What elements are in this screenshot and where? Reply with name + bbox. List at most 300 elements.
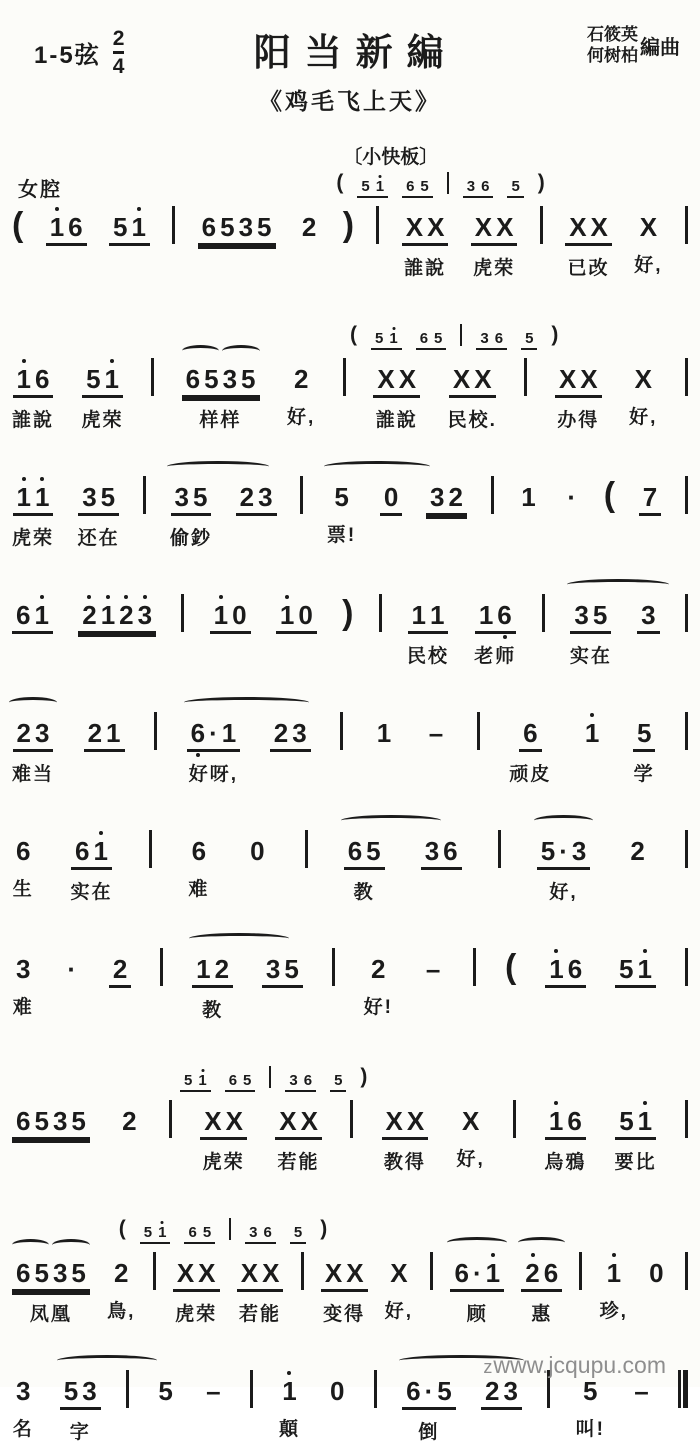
note-row: [402, 172, 433, 198]
note-group: [84, 712, 125, 752]
note-char: 0: [383, 482, 399, 512]
lyric-text: 教: [353, 882, 375, 903]
note-char: 3: [258, 482, 273, 512]
note-char: 5: [112, 212, 128, 242]
note-group: [537, 830, 591, 904]
note-char: 3: [82, 482, 97, 512]
note-row: [180, 1066, 211, 1092]
barline: [685, 712, 688, 750]
lyric-text: 好,: [629, 407, 658, 428]
note-row: [326, 1370, 348, 1407]
slur-arc: [12, 1239, 49, 1251]
parenthesis: (: [118, 1217, 126, 1240]
note-char: X: [385, 1106, 403, 1136]
barline: [343, 358, 346, 396]
octave-dot-above: [531, 1253, 535, 1257]
note-row: [84, 712, 125, 752]
note-group: [509, 712, 551, 786]
lyric-text: 名: [12, 1419, 34, 1440]
note-char: 1: [429, 600, 445, 630]
note-row: [422, 948, 444, 985]
measure-row: [10, 358, 690, 432]
note-row: [507, 172, 523, 198]
note-group: [570, 594, 612, 668]
cue-note-group: [476, 324, 507, 350]
octave-dot-above: [55, 207, 59, 211]
note-row: [449, 358, 496, 398]
note-char: ·: [424, 1376, 434, 1406]
key-and-meter: [34, 28, 124, 77]
note-char: 2: [273, 718, 289, 748]
note-char: 6: [347, 836, 363, 866]
slur-arcs: [12, 1239, 90, 1251]
cue-note-group: [357, 172, 388, 198]
lyric-text: 办得: [557, 410, 600, 431]
note-row: [290, 1218, 306, 1244]
lyric-text: 叫!: [575, 1419, 605, 1440]
note-char: 1: [103, 366, 121, 392]
barline: [350, 1100, 353, 1138]
note-char: 3: [503, 1376, 518, 1406]
note-row: [82, 358, 123, 398]
note-char: 0: [232, 600, 247, 630]
note-group: [456, 1100, 484, 1171]
note-char: 1: [15, 484, 33, 510]
note-char: 5: [184, 1072, 193, 1089]
note-char: 3: [641, 600, 656, 630]
note-row: [262, 948, 303, 988]
note-row: [581, 712, 603, 749]
score-body: [8, 142, 692, 1444]
note-group: [210, 594, 251, 634]
note-char: –: [634, 1376, 649, 1406]
time-signature-top: 2: [112, 27, 125, 50]
note-char: 3: [35, 718, 50, 748]
note-row: [171, 476, 212, 516]
note-group: [402, 1370, 456, 1444]
note-char: X: [590, 212, 608, 242]
note-row: [270, 712, 311, 752]
note-group: [107, 1252, 135, 1323]
note-group: [198, 206, 276, 246]
note-row: [626, 830, 648, 867]
voice-label: 女腔: [18, 179, 62, 201]
cue-note-group: [225, 1066, 256, 1092]
note-row: [109, 948, 131, 988]
note-char: X: [398, 364, 417, 394]
score-line-5: [10, 712, 690, 786]
lyric-text: 虎荣: [473, 258, 516, 279]
lyric-text: 难: [188, 879, 210, 900]
note-row: [12, 948, 34, 985]
note-group: [46, 206, 87, 246]
note-row: [246, 830, 268, 867]
cue-note-group: [180, 1066, 211, 1092]
measure-row: [10, 1370, 690, 1444]
cue-row: [10, 1066, 690, 1096]
note-char: 5: [100, 482, 116, 512]
note-group: [154, 1370, 176, 1407]
lyric-text: 顾: [466, 1304, 488, 1325]
note-char: 3: [16, 1376, 31, 1406]
barline: [498, 830, 501, 868]
note-row: [425, 712, 447, 749]
note-group: [63, 948, 80, 985]
note-row: [471, 206, 518, 246]
note-group: [109, 948, 131, 988]
cue-phrase: [119, 1218, 690, 1244]
note-group: [425, 712, 447, 749]
watermark-url: www.jcqupu.com: [493, 1352, 666, 1378]
octave-dot-above: [590, 713, 594, 717]
note-group: [426, 476, 467, 516]
measure-row: [10, 594, 690, 668]
note-char: 1: [129, 214, 147, 240]
note-char: 2: [485, 1376, 500, 1406]
octave-dot-above: [137, 207, 141, 211]
barline: [160, 948, 163, 986]
note-char: X: [406, 1106, 425, 1136]
parenthesis: (: [505, 947, 517, 986]
note-row: [140, 1218, 171, 1244]
cue-note-group: [463, 172, 494, 198]
parenthesis: (: [12, 205, 24, 244]
note-char: 7: [642, 482, 658, 512]
note-row: [63, 948, 80, 985]
slur-arc: [447, 1237, 507, 1248]
note-char: 6: [494, 330, 504, 347]
note-char: 5: [525, 330, 534, 347]
note-char: 5: [592, 600, 608, 630]
note-group: [262, 948, 303, 988]
note-row: [521, 324, 537, 350]
note-char: 1: [92, 838, 110, 864]
note-char: X: [390, 1258, 408, 1288]
note-char: 5: [284, 954, 299, 984]
cue-row: [10, 172, 690, 202]
note-row: [615, 1100, 656, 1140]
note-group: [615, 948, 656, 988]
parenthesis: ): [551, 323, 559, 346]
parenthesis: (: [336, 171, 344, 194]
note-row: [182, 358, 260, 398]
barline: [153, 1252, 156, 1290]
note-group: [373, 712, 395, 749]
note-row: [463, 172, 494, 198]
note-char: 0: [330, 1376, 345, 1406]
note-char: X: [346, 1258, 364, 1288]
note-char: 1: [411, 600, 426, 630]
note-row: [78, 476, 119, 516]
note-group: [12, 948, 34, 1019]
note-row: [330, 476, 352, 513]
note-char: 1: [636, 956, 654, 982]
note-char: 1: [280, 1378, 298, 1404]
octave-dot-above: [287, 1371, 291, 1375]
note-char: 2: [630, 836, 645, 866]
note-char: 6: [406, 178, 415, 195]
note-group: [565, 206, 612, 280]
note-char: 2: [239, 482, 255, 512]
note-group: [187, 712, 241, 786]
slur-arc: [182, 345, 219, 357]
barline: [154, 712, 157, 750]
lyric-text: 好,: [634, 255, 663, 276]
score-line-2: [10, 324, 690, 432]
note-char: 6: [16, 600, 31, 630]
note-char: 5: [34, 1258, 49, 1288]
note-char: 5: [143, 1224, 153, 1241]
note-char: 5: [540, 836, 556, 866]
slur-arc: [9, 697, 57, 708]
note-char: 0: [649, 1258, 664, 1288]
note-group: [402, 206, 449, 280]
note-group: [192, 948, 233, 1022]
slur-arc: [534, 815, 594, 826]
note-char: 5: [71, 1106, 86, 1136]
note-row: [12, 1100, 90, 1140]
octave-dot-above: [491, 1253, 495, 1257]
note-char: 5: [619, 954, 634, 984]
cue-note-group: [521, 324, 537, 350]
lyric-text: 若能: [277, 1152, 320, 1173]
tuning-label: 1-5弦: [34, 42, 101, 69]
cue-note-group: [507, 172, 523, 198]
note-char: 6: [303, 1072, 313, 1089]
note-char: 6: [495, 602, 513, 628]
lyric-text: 难: [12, 997, 34, 1018]
note-group: [188, 830, 210, 901]
note-char: 3: [574, 600, 589, 630]
note-row: [631, 358, 656, 395]
watermark-logo-icon: z: [483, 1357, 493, 1377]
note-char: 6: [543, 1258, 559, 1288]
note-row: [545, 1100, 586, 1140]
note-char: 1: [212, 602, 230, 628]
lyric-text: 惠: [531, 1304, 553, 1325]
note-group: [12, 1252, 90, 1326]
note-row: [13, 476, 54, 516]
note-row: [475, 594, 516, 634]
note-group: [407, 594, 449, 668]
barline: [685, 948, 688, 986]
barline: [379, 594, 382, 632]
barline: [374, 1370, 377, 1408]
note-row: [570, 594, 611, 634]
lyric-text: 民校.: [447, 410, 497, 431]
note-group: [385, 1252, 413, 1323]
note-row: [330, 1066, 346, 1092]
barline: [305, 830, 308, 868]
lyric-text: 已改: [567, 258, 610, 279]
note-char: X: [639, 212, 658, 242]
note-row: [563, 476, 580, 513]
note-group: [634, 206, 662, 277]
note-row: [275, 1100, 322, 1140]
tempo-marking: 〔小快板〕: [343, 147, 439, 168]
note-char: 3: [480, 330, 489, 347]
cue-phrase: [350, 324, 690, 350]
note-group: [474, 594, 516, 668]
note-group: [471, 206, 518, 280]
note-char: 5: [375, 330, 384, 347]
note-row: [373, 358, 420, 398]
score-line-8: [10, 1066, 690, 1174]
note-char: X: [176, 1258, 195, 1288]
note-row: [60, 1370, 101, 1410]
lyric-text: 凤凰: [29, 1304, 72, 1325]
slur-arc: [57, 1355, 157, 1366]
slur-arc: [567, 579, 669, 590]
note-group: [327, 476, 356, 547]
lyric-text: 誰說: [375, 410, 418, 431]
barline: [301, 1252, 304, 1290]
lyric-text: 珍,: [599, 1301, 628, 1322]
note-char: X: [300, 1106, 318, 1136]
note-group: [170, 476, 212, 550]
lyric-text: 学: [633, 764, 655, 785]
note-row: [46, 206, 87, 246]
note-char: 6: [35, 364, 50, 394]
note-row: [555, 358, 602, 398]
note-char: 1: [196, 954, 211, 984]
note-char: 5: [293, 1224, 303, 1241]
note-row: [615, 948, 656, 988]
note-group: [118, 1100, 140, 1137]
lyric-text: 誰說: [12, 410, 55, 431]
note-char: X: [496, 212, 514, 242]
note-char: X: [198, 1258, 216, 1288]
note-char: 3: [238, 212, 254, 242]
note-row: [276, 594, 317, 634]
parenthesis: (: [603, 475, 616, 514]
note-char: –: [206, 1376, 221, 1406]
lyric-text: 老师: [474, 646, 517, 667]
note-char: 1: [583, 720, 601, 746]
note-char: 1: [221, 718, 237, 748]
note-char: 6: [406, 1376, 421, 1406]
note-char: 0: [298, 600, 313, 630]
slur-arc: [399, 1355, 524, 1366]
note-char: 5: [34, 1106, 49, 1136]
note-group: [12, 358, 54, 432]
note-group: [12, 594, 53, 634]
note-row: [521, 1252, 562, 1292]
cue-phrase: [336, 172, 690, 198]
composer-name-1: 石筱英: [587, 25, 638, 44]
barline: [149, 830, 152, 868]
lyric-text: 好,: [549, 882, 578, 903]
note-row: [517, 476, 539, 513]
note-row: [373, 712, 395, 749]
slur-arc: [167, 461, 269, 472]
slur-arc: [189, 933, 289, 944]
note-char: –: [425, 954, 441, 984]
note-char: 6: [201, 212, 217, 242]
note-group: [626, 830, 648, 867]
final-barline: [678, 1370, 688, 1408]
note-row: [71, 830, 112, 870]
octave-dot-above: [110, 359, 114, 363]
note-row: [344, 830, 385, 870]
note-char: 1: [33, 484, 51, 510]
octave-dot-above: [554, 949, 558, 953]
note-char: 5: [86, 364, 101, 394]
note-group: [629, 358, 657, 429]
note-row: [408, 594, 449, 634]
octave-dot-above: [40, 477, 44, 481]
note-char: ·: [559, 836, 568, 866]
note-row: [184, 1218, 215, 1244]
lyric-text: 好,: [384, 1301, 414, 1322]
time-signature-bottom: 4: [113, 51, 125, 77]
score-line-6: [10, 830, 690, 904]
note-group: [544, 1100, 586, 1174]
note-row: [639, 476, 661, 516]
parenthesis: ): [320, 1217, 328, 1240]
note-char: X: [461, 1106, 480, 1136]
lyric-text: 偷鈔: [170, 528, 213, 549]
note-char: 2: [117, 602, 135, 628]
subtitle: 《鸡毛飞上天》: [259, 88, 441, 114]
lyric-text: 实在: [569, 646, 612, 667]
measure-row: [10, 830, 690, 904]
note-char: X: [377, 364, 395, 394]
slur-arcs: [182, 345, 260, 357]
note-char: 5: [366, 836, 381, 866]
cue-note-group: [416, 324, 447, 350]
parenthesis: ): [360, 1065, 368, 1088]
note-group: [344, 830, 385, 904]
note-char: 3: [249, 1224, 258, 1241]
note-group: [615, 1100, 657, 1174]
note-char: 6: [567, 1106, 582, 1136]
note-row: [476, 324, 507, 350]
note-char: 6: [185, 364, 201, 394]
barline: [300, 476, 303, 514]
note-char: 2: [214, 954, 230, 984]
note-char: 3: [174, 482, 189, 512]
note-char: 1: [547, 1108, 565, 1134]
lyric-text: 教: [202, 1000, 224, 1021]
lyric-text: 还在: [77, 528, 120, 549]
note-char: 2: [293, 364, 309, 394]
note-char: 1: [376, 718, 392, 748]
composer-names: [587, 24, 638, 67]
note-char: 3: [571, 836, 587, 866]
barline: [332, 948, 335, 986]
note-char: 6: [189, 720, 207, 746]
note-char: 5: [63, 1376, 79, 1406]
note-char: 1: [48, 214, 66, 240]
barline: [685, 1252, 688, 1290]
octave-dot-above: [643, 949, 647, 953]
octave-dot-above: [285, 595, 289, 599]
note-char: 5: [204, 364, 219, 394]
barline: [169, 1100, 172, 1138]
octave-dot-above: [22, 359, 26, 363]
note-row: [421, 830, 462, 870]
lyric-text: 好!: [363, 997, 393, 1018]
note-char: 1: [484, 1260, 502, 1286]
barline: [430, 1252, 433, 1290]
note-group: [276, 594, 317, 634]
note-group: [321, 1252, 368, 1326]
composer-name-2: 何树柏: [587, 46, 638, 66]
note-char: X: [324, 1258, 343, 1288]
note-char: 5: [334, 1072, 343, 1089]
note-row: [278, 1370, 300, 1407]
